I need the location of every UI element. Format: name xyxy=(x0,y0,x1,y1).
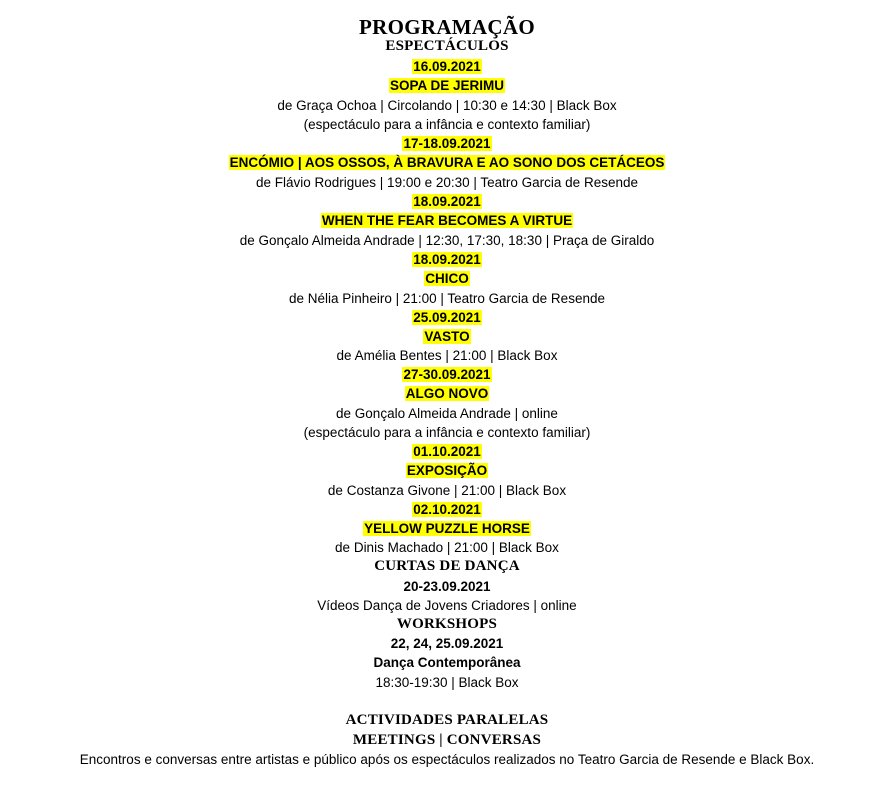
show-name xyxy=(0,155,894,170)
section-heading-paralelas: ACTIVIDADES PARALELAS xyxy=(345,712,549,728)
show-details: de Flávio Rodrigues | 19:00 e 20:30 | Teatro Garcia de Resende xyxy=(255,175,638,190)
highlighted-date: 25.09.2021 xyxy=(413,310,481,325)
highlighted-show-name: WHEN THE FEAR BECOMES A VIRTUE xyxy=(321,213,573,228)
show-date xyxy=(0,367,894,382)
page-title: PROGRAMAÇÃO xyxy=(359,15,535,39)
show-name xyxy=(0,463,894,478)
show-details: de Graça Ochoa | Circolando | 10:30 e 14:30 | Black Box xyxy=(277,98,617,113)
highlighted-date: 01.10.2021 xyxy=(413,444,481,459)
show-details: de Amélia Bentes | 21:00 | Black Box xyxy=(336,348,558,363)
section-subheading-meetings: MEETINGS | CONVERSAS xyxy=(352,732,542,748)
highlighted-date: 18.09.2021 xyxy=(413,252,481,267)
show-name xyxy=(0,271,894,286)
highlighted-show-name: EXPOSIÇÃO xyxy=(406,463,488,478)
show-details: de Nélia Pinheiro | 21:00 | Teatro Garcia de Resende xyxy=(289,291,605,306)
show-details: de Dinis Machado | 21:00 | Black Box xyxy=(335,540,559,555)
show-date xyxy=(0,136,894,151)
workshops-date: 22, 24, 25.09.2021 xyxy=(390,636,504,651)
show-date xyxy=(0,252,894,267)
highlighted-date: 02.10.2021 xyxy=(413,502,481,517)
show-name xyxy=(0,213,894,228)
show-date xyxy=(0,444,894,459)
highlighted-show-name: ENCÓMIO | AOS OSSOS, À BRAVURA E AO SONO DOS CETÁCEOS xyxy=(229,155,665,170)
highlighted-date: 18.09.2021 xyxy=(413,194,481,209)
show-note: (espectáculo para a infância e contexto familiar) xyxy=(303,117,591,132)
show-note: (espectáculo para a infância e contexto familiar) xyxy=(303,425,591,440)
show-date xyxy=(0,59,894,74)
show-date xyxy=(0,310,894,325)
curtas-date: 20-23.09.2021 xyxy=(403,579,491,594)
highlighted-show-name: CHICO xyxy=(425,271,469,286)
show-details: de Costanza Givone | 21:00 | Black Box xyxy=(327,483,567,498)
section-heading-workshops: WORKSHOPS xyxy=(396,616,498,632)
section-heading-curtas: CURTAS DE DANÇA xyxy=(374,558,520,574)
highlighted-show-name: ALGO NOVO xyxy=(405,386,489,401)
highlighted-show-name: SOPA DE JERIMU xyxy=(389,78,505,93)
show-date xyxy=(0,194,894,209)
curtas-details: Vídeos Dança de Jovens Criadores | online xyxy=(317,598,577,613)
paralelas-details: Encontros e conversas entre artistas e público após os espectáculos realizados no Teatro Garcia de Resende e Black Box. xyxy=(79,752,815,767)
show-date xyxy=(0,502,894,517)
workshops-details: 18:30-19:30 | Black Box xyxy=(375,675,519,690)
highlighted-show-name: YELLOW PUZZLE HORSE xyxy=(364,521,530,536)
highlighted-date: 27-30.09.2021 xyxy=(403,367,491,382)
highlighted-date: 16.09.2021 xyxy=(413,59,481,74)
show-details: de Gonçalo Almeida Andrade | 12:30, 17:30, 18:30 | Praça de Giraldo xyxy=(239,233,655,248)
show-name xyxy=(0,386,894,401)
workshops-name: Dança Contemporânea xyxy=(373,655,521,670)
highlighted-date: 17-18.09.2021 xyxy=(403,136,491,151)
highlighted-show-name: VASTO xyxy=(424,329,470,344)
show-name xyxy=(0,329,894,344)
section-heading-espectaculos: ESPECTÁCULOS xyxy=(385,38,509,54)
show-name xyxy=(0,521,894,536)
show-details: de Gonçalo Almeida Andrade | online xyxy=(336,406,558,421)
show-name xyxy=(0,78,894,93)
